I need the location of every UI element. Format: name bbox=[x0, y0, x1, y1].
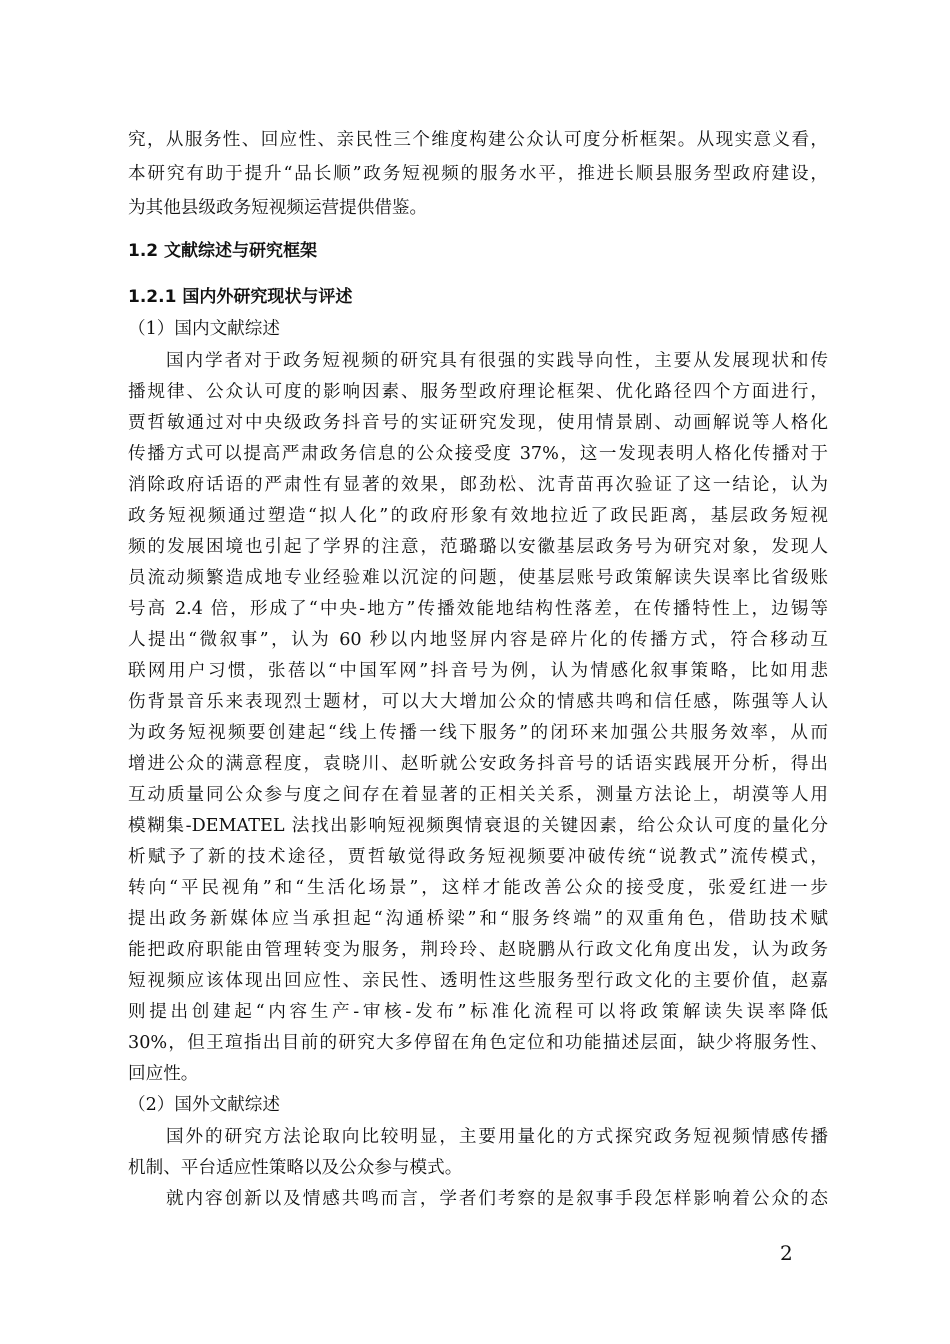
page-number: 2 bbox=[780, 1241, 793, 1265]
body-line: 提出政务新媒体应当承担起“沟通桥梁”和“服务终端”的双重角色，借助技术赋 bbox=[128, 909, 828, 929]
body-line: 联网用户习惯，张蓓以“中国军网”抖音号为例，认为情感化叙事策略，比如用悲 bbox=[128, 661, 828, 681]
body-line: 国内学者对于政务短视频的研究具有很强的实践导向性，主要从发展现状和传 bbox=[166, 351, 828, 371]
body-line: 转向“平民视角”和“生活化场景”，这样才能改善公众的接受度，张爱红进一步 bbox=[128, 878, 828, 898]
body-line: 模糊集-DEMATEL 法找出影响短视频舆情衰退的关键因素，给公众认可度的量化分 bbox=[128, 816, 828, 836]
body-line: 机制、平台适应性策略以及公众参与模式。 bbox=[128, 1158, 463, 1178]
body-line: 析赋予了新的技术途径，贾哲敏觉得政务短视频要冲破传统“说教式”流传模式， bbox=[128, 847, 828, 867]
body-line: 号高 2.4 倍，形成了“中央-地方”传播效能地结构性落差，在传播特性上，边锡等 bbox=[128, 599, 828, 619]
body-line: 贾哲敏通过对中央级政务抖音号的实证研究发现，使用情景剧、动画解说等人格化 bbox=[128, 413, 828, 433]
sub-heading-domestic: （1）国内文献综述 bbox=[128, 319, 280, 339]
body-line: 就内容创新以及情感共鸣而言，学者们考察的是叙事手段怎样影响着公众的态 bbox=[166, 1189, 828, 1209]
subsection-heading: 1.2.1 国内外研究现状与评述 bbox=[128, 287, 353, 307]
body-line: 为政务短视频要创建起“线上传播一线下服务”的闭环来加强公共服务效率，从而 bbox=[128, 723, 828, 743]
body-line: 员流动频繁造成地专业经验难以沉淀的问题，使基层账号政策解读失误率比省级账 bbox=[128, 568, 828, 588]
body-line: 政务短视频通过塑造“拟人化”的政府形象有效地拉近了政民距离，基层政务短视 bbox=[128, 506, 828, 526]
body-line: 则提出创建起“内容生产-审核-发布”标准化流程可以将政策解读失误率降低 bbox=[128, 1002, 828, 1022]
body-line: 30%，但王瑄指出目前的研究大多停留在角色定位和功能描述层面，缺少将服务性、 bbox=[128, 1033, 828, 1053]
body-line: 国外的研究方法论取向比较明显，主要用量化的方式探究政务短视频情感传播 bbox=[166, 1127, 828, 1147]
sub-heading-foreign: （2）国外文献综述 bbox=[128, 1095, 280, 1115]
body-line: 传播方式可以提高严肃政务信息的公众接受度 37%，这一发现表明人格化传播对于 bbox=[128, 444, 828, 464]
body-line: 增进公众的满意程度，袁晓川、赵昕就公安政务抖音号的话语实践展开分析，得出 bbox=[128, 754, 828, 774]
body-line: 本研究有助于提升“品长顺”政务短视频的服务水平，推进长顺县服务型政府建设， bbox=[128, 164, 828, 184]
body-line: 消除政府话语的严肃性有显著的效果，郎劲松、沈青苗再次验证了这一结论，认为 bbox=[128, 475, 828, 495]
body-line: 人提出“微叙事”，认为 60 秒以内地竖屏内容是碎片化的传播方式，符合移动互 bbox=[128, 630, 828, 650]
body-line: 播规律、公众认可度的影响因素、服务型政府理论框架、优化路径四个方面进行， bbox=[128, 382, 828, 402]
body-line: 短视频应该体现出回应性、亲民性、透明性这些服务型行政文化的主要价值，赵嘉 bbox=[128, 971, 828, 991]
body-line: 回应性。 bbox=[128, 1064, 199, 1084]
body-line: 为其他县级政务短视频运营提供借鉴。 bbox=[128, 198, 428, 218]
body-line: 互动质量同公众参与度之间存在着显著的正相关关系，测量方法论上，胡漠等人用 bbox=[128, 785, 828, 805]
body-line: 能把政府职能由管理转变为服务，荆玲玲、赵晓鹏从行政文化角度出发，认为政务 bbox=[128, 940, 828, 960]
body-line: 频的发展困境也引起了学界的注意，范璐璐以安徽基层政务号为研究对象，发现人 bbox=[128, 537, 828, 557]
body-line: 究，从服务性、回应性、亲民性三个维度构建公众认可度分析框架。从现实意义看， bbox=[128, 130, 828, 150]
section-heading: 1.2 文献综述与研究框架 bbox=[128, 241, 318, 261]
body-line: 伤背景音乐来表现烈士题材，可以大大增加公众的情感共鸣和信任感，陈强等人认 bbox=[128, 692, 828, 712]
